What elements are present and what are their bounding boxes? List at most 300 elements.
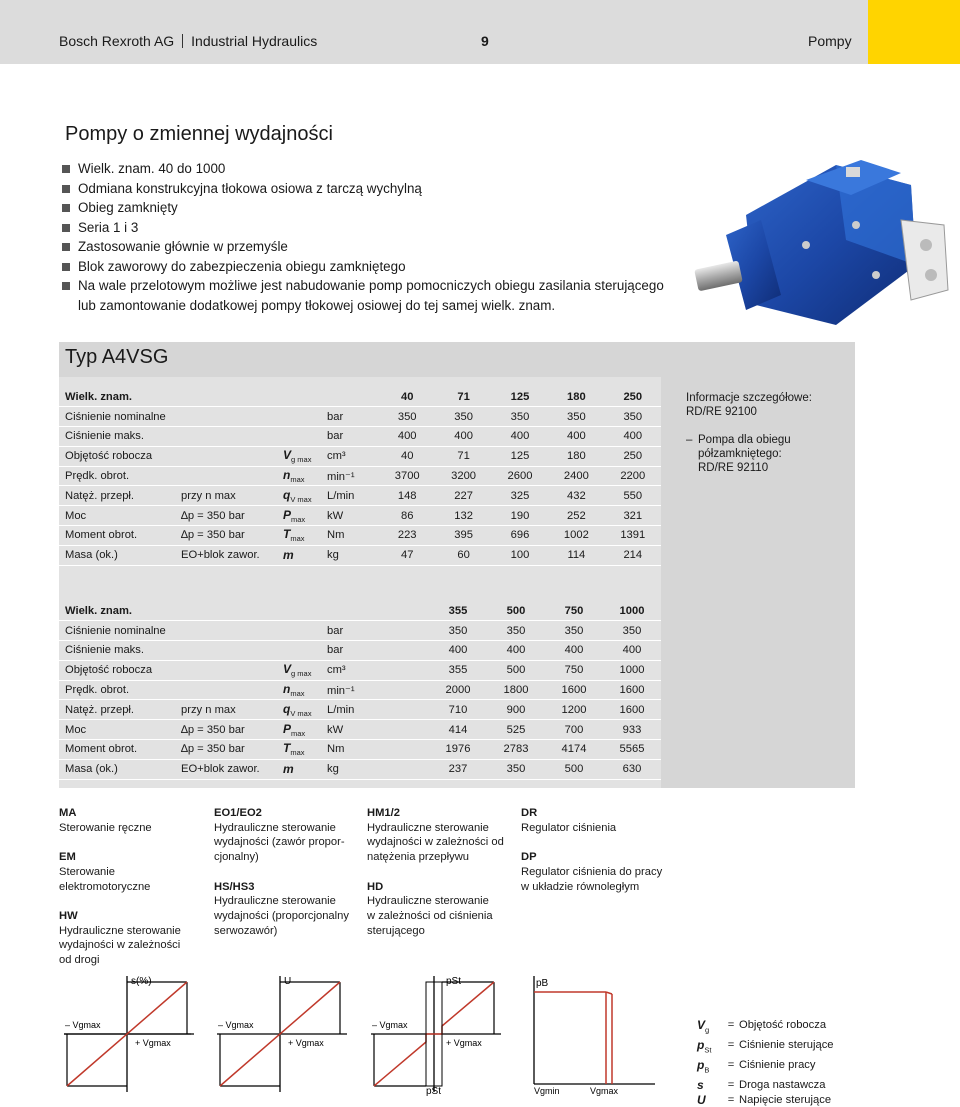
condition-text: ∆p = 350 bar — [181, 723, 245, 736]
legend-equals: = — [727, 1093, 735, 1106]
symbol-sub: g max — [291, 455, 312, 465]
row-value: 550 — [605, 486, 661, 506]
row-value: 933 — [603, 720, 661, 740]
control-desc: Regulator ciśnienia do pracy — [521, 865, 663, 878]
row-label: Natęż. przepł. — [59, 486, 175, 506]
row-value: 630 — [603, 759, 661, 779]
condition-text: przy n max — [181, 703, 236, 716]
symbol-legend — [697, 1018, 834, 1107]
spacer-cell — [379, 680, 429, 700]
row-value: 252 — [548, 506, 604, 526]
row-value: 500 — [545, 759, 603, 779]
table-row — [59, 446, 661, 466]
row-value: 400 — [487, 641, 545, 661]
row-value: 350 — [492, 407, 548, 427]
feature-item: Odmiana konstrukcyjna tłokowa osiowa z tarczą wychylną — [62, 179, 672, 199]
diagram-x-pos: + Vgmax — [288, 1038, 324, 1048]
spacer-cell — [379, 740, 429, 760]
row-condition — [175, 621, 277, 641]
legend-row — [697, 1093, 834, 1107]
control-code: MA — [59, 807, 77, 819]
pump-illustration — [686, 125, 960, 377]
spec-table-1 — [59, 387, 661, 566]
row-value: 350 — [545, 621, 603, 641]
row-unit: kg — [321, 545, 379, 565]
row-value: 237 — [429, 759, 487, 779]
table-row — [59, 407, 661, 427]
row-value: 400 — [603, 641, 661, 661]
row-condition — [175, 700, 277, 720]
row-value: 400 — [492, 427, 548, 447]
diagram-y-label: pSt — [446, 976, 462, 987]
info-line: Informacje szczegółowe: — [686, 392, 812, 404]
control-desc: Hydrauliczne sterowanie — [214, 821, 336, 834]
row-value: 190 — [492, 506, 548, 526]
row-value: 223 — [379, 526, 435, 546]
row-symbol — [277, 545, 321, 565]
table-row — [59, 641, 661, 661]
control-column — [59, 806, 207, 968]
row-value: 1976 — [429, 740, 487, 760]
header-left — [59, 33, 317, 49]
row-condition — [175, 427, 277, 447]
row-label: Moment obrot. — [59, 740, 175, 760]
row-condition — [175, 486, 277, 506]
control-desc: cjonalny) — [214, 851, 259, 864]
row-label: Ciśnienie nominalne — [59, 621, 175, 641]
row-condition — [175, 641, 277, 661]
row-condition — [175, 446, 277, 466]
legend-symbol-sub: g — [705, 1025, 710, 1035]
row-unit: kg — [321, 759, 379, 779]
spacer-cell — [379, 720, 429, 740]
row-value: 400 — [379, 427, 435, 447]
table-row — [59, 740, 661, 760]
row-value: 100 — [492, 545, 548, 565]
diagram-y-label: U — [284, 976, 292, 987]
control-column — [367, 806, 515, 938]
symbol: n — [283, 681, 291, 696]
row-condition — [175, 526, 277, 546]
row-value: 1800 — [487, 680, 545, 700]
row-value: 114 — [548, 545, 604, 565]
info-sub-line: RD/RE 92110 — [698, 462, 769, 474]
row-label: Prędk. obrot. — [59, 466, 175, 486]
row-symbol — [277, 759, 321, 779]
row-value: 1000 — [603, 660, 661, 680]
condition-text: EO+blok zawor. — [181, 549, 260, 562]
row-symbol — [277, 700, 321, 720]
size-header: 40 — [379, 387, 435, 407]
control-column — [521, 806, 669, 894]
symbol-sub: max — [291, 728, 306, 738]
symbol-sub: g max — [291, 669, 312, 679]
legend-row — [697, 1038, 834, 1058]
control-desc: w układzie równoległym — [521, 880, 640, 893]
row-value: 400 — [605, 427, 661, 447]
row-value: 395 — [435, 526, 491, 546]
row-unit: cm³ — [321, 446, 379, 466]
symbol-sub: max — [290, 475, 305, 485]
size-header: 750 — [545, 601, 603, 621]
control-desc: Regulator ciśnienia — [521, 821, 617, 834]
info-sub — [686, 433, 856, 475]
row-label: Ciśnienie maks. — [59, 641, 175, 661]
row-symbol — [277, 407, 321, 427]
table-row — [59, 680, 661, 700]
control-code: EO1/EO2 — [214, 807, 262, 819]
control-desc: Hydrauliczne sterowanie — [367, 821, 489, 834]
table-header-row — [59, 601, 661, 621]
legend-symbol-main: V — [697, 1018, 706, 1032]
row-label: Masa (ok.) — [59, 759, 175, 779]
gap — [214, 865, 362, 880]
feature-item: Wielk. znam. 40 do 1000 — [62, 159, 672, 179]
control-code: HM1/2 — [367, 807, 400, 819]
legend-row — [697, 1058, 834, 1078]
info-sub-line: półzamkniętego: — [698, 448, 782, 460]
division-name: Industrial Hydraulics — [191, 33, 318, 49]
row-value: 1200 — [545, 700, 603, 720]
feature-item: Obieg zamknięty — [62, 198, 672, 218]
row-symbol — [277, 720, 321, 740]
condition-text: ∆p = 350 bar — [181, 743, 245, 756]
row-condition — [175, 680, 277, 700]
row-unit: Nm — [321, 740, 379, 760]
row-value: 525 — [487, 720, 545, 740]
row-value: 60 — [435, 545, 491, 565]
row-symbol — [277, 526, 321, 546]
row-unit: L/min — [321, 486, 379, 506]
spacer-cell — [379, 641, 429, 661]
row-unit: bar — [321, 641, 379, 661]
row-value: 1600 — [545, 680, 603, 700]
legend-symbol — [697, 1093, 723, 1107]
feature-item: Seria 1 i 3 — [62, 218, 672, 238]
diagram-em — [212, 972, 352, 1096]
size-header: 500 — [487, 601, 545, 621]
spacer-cell — [379, 601, 429, 621]
diagram-y-neg: pSt — [426, 1086, 442, 1097]
row-condition — [175, 407, 277, 427]
control-code: HD — [367, 880, 384, 893]
condition-text: przy n max — [181, 489, 236, 502]
legend-equals: = — [727, 1019, 735, 1031]
row-label: Masa (ok.) — [59, 545, 175, 565]
symbol-sub: max — [290, 534, 305, 544]
table-row — [59, 427, 661, 447]
row-condition — [175, 466, 277, 486]
row-unit: Nm — [321, 526, 379, 546]
row-label: Ciśnienie nominalne — [59, 407, 175, 427]
legend-equals: = — [727, 1058, 735, 1071]
legend-symbol-sub: B — [704, 1065, 710, 1075]
row-symbol — [277, 446, 321, 466]
size-header: 355 — [429, 601, 487, 621]
control-desc: natężenia przepływu — [367, 851, 469, 864]
symbol: T — [283, 741, 291, 756]
row-label: Moc — [59, 720, 175, 740]
size-header: 250 — [605, 387, 661, 407]
row-value: 132 — [435, 506, 491, 526]
info-box — [686, 391, 856, 475]
control-code: DR — [521, 807, 538, 819]
feature-item: Zastosowanie głównie w przemyśle — [62, 237, 672, 257]
row-value: 696 — [492, 526, 548, 546]
row-symbol — [277, 506, 321, 526]
info-dash: – — [686, 434, 693, 446]
row-value: 125 — [492, 446, 548, 466]
row-value: 900 — [487, 700, 545, 720]
row-value: 350 — [435, 407, 491, 427]
row-value: 500 — [487, 660, 545, 680]
table-row — [59, 506, 661, 526]
type-band — [59, 342, 855, 377]
row-condition — [175, 720, 277, 740]
diagram-hd — [366, 972, 506, 1096]
row-value: 350 — [487, 759, 545, 779]
company-name: Bosch Rexroth AG — [59, 33, 175, 49]
row-value: 2600 — [492, 466, 548, 486]
row-symbol — [277, 466, 321, 486]
control-desc: Hydrauliczne sterowanie — [59, 924, 181, 937]
row-value: 350 — [603, 621, 661, 641]
symbol: V — [283, 662, 292, 677]
row-value: 86 — [379, 506, 435, 526]
row-unit: min⁻¹ — [321, 680, 379, 700]
row-symbol — [277, 621, 321, 641]
size-header: 71 — [435, 387, 491, 407]
row-value: 321 — [605, 506, 661, 526]
control-desc: wydajności w zależności od — [367, 836, 504, 849]
info-sub-line: Pompa dla obiegu — [698, 434, 791, 446]
diagram-x-neg: – Vgmax — [218, 1020, 254, 1030]
control-desc: od drogi — [59, 954, 100, 966]
control-desc: w zależności od ciśnienia — [367, 909, 493, 922]
header-label: Wielk. znam. — [59, 387, 379, 407]
table-row — [59, 700, 661, 720]
row-value: 355 — [429, 660, 487, 680]
table-row — [59, 621, 661, 641]
row-value: 5565 — [603, 740, 661, 760]
condition-text: ∆p = 350 bar — [181, 509, 245, 522]
legend-symbol-main: s — [697, 1077, 704, 1092]
symbol: q — [283, 701, 291, 716]
row-value: 710 — [429, 700, 487, 720]
legend-symbol-main: p — [697, 1057, 705, 1072]
control-desc: serwozawór) — [214, 924, 278, 937]
row-value: 2783 — [487, 740, 545, 760]
diagram-x-neg: – Vgmax — [65, 1020, 101, 1030]
row-condition — [175, 759, 277, 779]
legend-symbol — [697, 1058, 723, 1078]
row-value: 2400 — [548, 466, 604, 486]
row-value: 400 — [429, 641, 487, 661]
control-desc: wydajności (proporcjonalny — [214, 909, 349, 922]
row-label: Objętość robocza — [59, 660, 175, 680]
page-title: Pompy o zmiennej wydajności — [65, 123, 333, 145]
row-value: 47 — [379, 545, 435, 565]
legend-symbol — [697, 1038, 723, 1058]
diagram-y-label: pB — [536, 978, 549, 989]
diagram-x-pos: Vgmax — [590, 1086, 619, 1096]
page-number: 9 — [481, 33, 489, 49]
symbol-sub: max — [290, 689, 305, 699]
row-condition — [175, 740, 277, 760]
row-unit: L/min — [321, 700, 379, 720]
row-symbol — [277, 660, 321, 680]
table-row — [59, 486, 661, 506]
accent-block — [868, 0, 960, 64]
control-desc: Sterowanie — [59, 865, 115, 878]
spacer-cell — [379, 759, 429, 779]
row-value: 1600 — [603, 700, 661, 720]
row-label: Objętość robocza — [59, 446, 175, 466]
row-value: 180 — [548, 446, 604, 466]
row-value: 432 — [548, 486, 604, 506]
row-label: Natęż. przepł. — [59, 700, 175, 720]
row-value: 71 — [435, 446, 491, 466]
control-desc: Hydrauliczne sterowanie — [367, 895, 489, 908]
row-value: 350 — [487, 621, 545, 641]
row-value: 214 — [605, 545, 661, 565]
control-desc: elektromotoryczne — [59, 880, 151, 893]
spacer-cell — [379, 700, 429, 720]
legend-equals: = — [727, 1078, 735, 1091]
row-value: 350 — [548, 407, 604, 427]
row-unit: bar — [321, 427, 379, 447]
row-value: 3200 — [435, 466, 491, 486]
legend-symbol — [697, 1018, 723, 1038]
control-code: EM — [59, 851, 76, 864]
legend-symbol-sub: St — [704, 1045, 712, 1055]
row-unit: kW — [321, 720, 379, 740]
row-value: 2000 — [429, 680, 487, 700]
row-unit: min⁻¹ — [321, 466, 379, 486]
control-code: HW — [59, 909, 78, 922]
legend-text: Ciśnienie pracy — [739, 1058, 816, 1071]
diagram-dr — [520, 972, 660, 1096]
control-code: DP — [521, 851, 537, 864]
info-line: RD/RE 92100 — [686, 406, 757, 418]
row-value: 1600 — [603, 680, 661, 700]
control-desc: Sterowanie ręczne — [59, 821, 152, 834]
symbol: V — [283, 448, 292, 463]
row-symbol — [277, 680, 321, 700]
diagram-x-pos: + Vgmax — [446, 1038, 482, 1048]
diagram-ma — [59, 972, 199, 1096]
row-condition — [175, 506, 277, 526]
row-unit: cm³ — [321, 660, 379, 680]
row-symbol — [277, 486, 321, 506]
row-label: Moc — [59, 506, 175, 526]
table-row — [59, 759, 661, 779]
row-value: 250 — [605, 446, 661, 466]
gap — [59, 894, 207, 909]
row-unit: bar — [321, 407, 379, 427]
row-value: 350 — [379, 407, 435, 427]
symbol: P — [283, 721, 292, 736]
table-row — [59, 720, 661, 740]
row-value: 414 — [429, 720, 487, 740]
row-value: 700 — [545, 720, 603, 740]
diagram-x-pos: + Vgmax — [135, 1038, 171, 1048]
size-header: 1000 — [603, 601, 661, 621]
legend-text: Napięcie sterujące — [739, 1093, 832, 1106]
row-value: 148 — [379, 486, 435, 506]
legend-text: Droga nastawcza — [739, 1078, 826, 1091]
row-value: 400 — [545, 641, 603, 661]
diagram-x-label: Vgmin — [534, 1086, 560, 1096]
size-header: 125 — [492, 387, 548, 407]
row-value: 227 — [435, 486, 491, 506]
header-label: Wielk. znam. — [59, 601, 379, 621]
row-value: 350 — [429, 621, 487, 641]
feature-list — [62, 159, 672, 315]
table-row — [59, 466, 661, 486]
table-header-row — [59, 387, 661, 407]
legend-text: Objętość robocza — [739, 1019, 827, 1031]
legend-symbol — [697, 1078, 723, 1093]
symbol: m — [283, 762, 294, 777]
table-row — [59, 526, 661, 546]
row-value: 400 — [435, 427, 491, 447]
legend-symbol-main: p — [697, 1037, 705, 1052]
feature-item: Na wale przelotowym możliwe jest nabudowanie pomp pomocniczych obiegu zasilania sterującego lub zamontowanie dodatkowej pompy tłokowej osiowej do tej samej wielk. znam. — [62, 276, 672, 315]
symbol-sub: max — [291, 514, 306, 524]
gap — [521, 835, 669, 850]
symbol: n — [283, 467, 291, 482]
legend-equals: = — [727, 1038, 735, 1051]
row-symbol — [277, 740, 321, 760]
legend-symbol-main: U — [697, 1092, 706, 1107]
row-value: 2200 — [605, 466, 661, 486]
gap — [59, 835, 207, 850]
legend-row — [697, 1018, 834, 1038]
row-value: 1002 — [548, 526, 604, 546]
section-name: Pompy — [808, 33, 852, 49]
row-value: 400 — [548, 427, 604, 447]
row-value: 3700 — [379, 466, 435, 486]
control-desc: Hydrauliczne sterowanie — [214, 895, 336, 908]
spacer-cell — [379, 621, 429, 641]
page-header — [0, 0, 960, 64]
table-row — [59, 660, 661, 680]
row-value: 1391 — [605, 526, 661, 546]
row-value: 750 — [545, 660, 603, 680]
control-code: HS/HS3 — [214, 880, 255, 893]
control-column — [214, 806, 362, 938]
symbol: m — [283, 548, 294, 563]
symbol: q — [283, 487, 291, 502]
row-symbol — [277, 641, 321, 661]
row-label: Prędk. obrot. — [59, 680, 175, 700]
symbol: T — [283, 527, 291, 542]
table-row — [59, 545, 661, 565]
symbol: P — [283, 507, 292, 522]
legend-row — [697, 1078, 834, 1093]
type-title: Typ A4VSG — [65, 346, 169, 368]
row-condition — [175, 545, 277, 565]
row-label: Moment obrot. — [59, 526, 175, 546]
size-header: 180 — [548, 387, 604, 407]
gap — [367, 865, 515, 880]
spacer-cell — [379, 660, 429, 680]
condition-text: ∆p = 350 bar — [181, 529, 245, 542]
row-unit: kW — [321, 506, 379, 526]
legend-text: Ciśnienie sterujące — [739, 1038, 834, 1051]
symbol-sub: max — [290, 748, 305, 758]
